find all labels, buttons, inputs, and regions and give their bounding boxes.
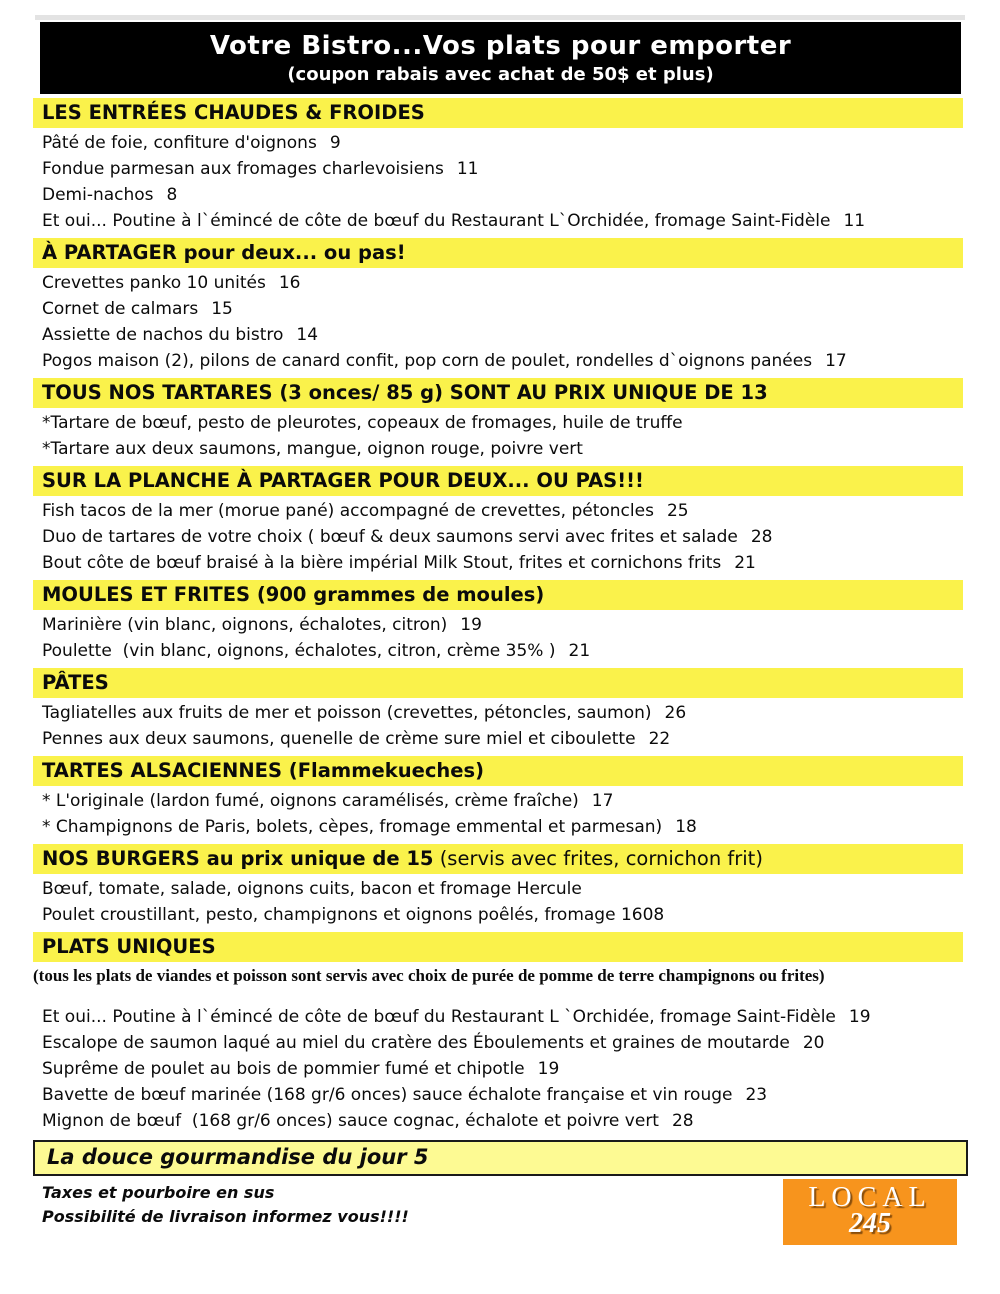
menu-item-text: Marinière (vin blanc, oignons, échalotes, citron) bbox=[42, 615, 448, 635]
menu-item-price: 16 bbox=[278, 273, 301, 293]
menu-section bbox=[0, 466, 1000, 576]
menu-item bbox=[33, 270, 963, 296]
menu-item bbox=[33, 550, 963, 576]
menu-item-price: 25 bbox=[666, 501, 689, 521]
menu-item bbox=[33, 700, 963, 726]
menu-item-price: 14 bbox=[296, 325, 319, 345]
local-245-logo bbox=[783, 1179, 957, 1245]
menu-item-price: 17 bbox=[825, 351, 847, 371]
menu-item-price: 11 bbox=[456, 159, 479, 179]
section-header-text: À PARTAGER pour deux... ou pas! bbox=[42, 241, 406, 264]
top-divider bbox=[35, 15, 965, 20]
menu-item bbox=[33, 322, 963, 348]
menu-item-text: Suprême de poulet au bois de pommier fumé et chipotle bbox=[42, 1059, 525, 1079]
section-header bbox=[33, 844, 963, 874]
menu-item-price: 28 bbox=[750, 527, 773, 547]
menu-item bbox=[33, 726, 963, 752]
menu-item bbox=[33, 612, 963, 638]
menu-item-text: Assiette de nachos du bistro bbox=[42, 325, 284, 345]
menu-item-price: 17 bbox=[591, 791, 614, 811]
section-header bbox=[33, 378, 963, 408]
menu-item-text: *Tartare de bœuf, pesto de pleurotes, copeaux de fromages, huile de truffe bbox=[42, 413, 683, 433]
menu-section bbox=[0, 580, 1000, 664]
section-header-text: MOULES ET FRITES (900 grammes de moules) bbox=[42, 583, 545, 606]
section-header-text: SUR LA PLANCHE À PARTAGER POUR DEUX... OU PAS!!! bbox=[42, 469, 644, 492]
section-items bbox=[33, 876, 963, 928]
section-header bbox=[33, 756, 963, 786]
logo-local-text: LOCAL bbox=[808, 1182, 932, 1213]
section-items bbox=[33, 612, 963, 664]
menu-item-price: 23 bbox=[745, 1085, 768, 1105]
menu-item-text: Crevettes panko 10 unités bbox=[42, 273, 266, 293]
menu-title-banner bbox=[40, 22, 961, 94]
menu-section bbox=[0, 98, 1000, 234]
section-header-text: TOUS NOS TARTARES (3 onces/ 85 g) SONT AU PRIX UNIQUE DE 13 bbox=[42, 381, 768, 404]
menu-title: Votre Bistro...Vos plats pour emporter bbox=[209, 31, 792, 61]
section-items bbox=[33, 130, 963, 234]
menu-item bbox=[33, 1082, 963, 1108]
menu-item-text: * L'originale (lardon fumé, oignons caramélisés, crème fraîche) bbox=[42, 791, 579, 811]
menu-item bbox=[33, 182, 963, 208]
menu-subtitle: (coupon rabais avec achat de 50$ et plus) bbox=[287, 64, 714, 85]
section-header-text: NOS BURGERS au prix unique de 15 bbox=[42, 847, 434, 870]
menu-item-price: 21 bbox=[568, 641, 591, 661]
menu-item-text: Pâté de foie, confiture d'oignons bbox=[42, 133, 317, 153]
menu-item bbox=[33, 348, 963, 374]
menu-item bbox=[33, 436, 963, 462]
menu-item bbox=[33, 902, 963, 928]
menu-item-price: 11 bbox=[843, 211, 866, 231]
section-header-text: TARTES ALSACIENNES (Flammekueches) bbox=[42, 759, 485, 782]
menu-item bbox=[33, 410, 963, 436]
menu-item-text: Tagliatelles aux fruits de mer et poisson (crevettes, pétoncles, saumon) bbox=[42, 703, 652, 723]
menu-item-text: Poulet croustillant, pesto, champignons et oignons poêlés, fromage 1608 bbox=[42, 905, 665, 925]
menu-item bbox=[33, 638, 963, 664]
menu-item bbox=[33, 156, 963, 182]
menu-item-text: Pogos maison (2), pilons de canard confit, pop corn de poulet, rondelles d`oignons panées bbox=[42, 351, 813, 371]
menu-item-text: Bout côte de bœuf braisé à la bière impérial Milk Stout, frites et cornichons frits bbox=[42, 553, 722, 573]
menu-section bbox=[0, 378, 1000, 462]
menu-item bbox=[33, 296, 963, 322]
menu-item-price: 21 bbox=[734, 553, 756, 573]
menu-item-text: Mignon de bœuf (168 gr/6 onces) sauce cognac, échalote et poivre vert bbox=[42, 1111, 659, 1131]
menu-item-price: 28 bbox=[671, 1111, 694, 1131]
section-header-text: PÂTES bbox=[42, 671, 109, 694]
menu-item-text: Et oui... Poutine à l`émincé de côte de bœuf du Restaurant L `Orchidée, fromage Saint-Fidèle bbox=[42, 1007, 836, 1027]
menu-item-price: 19 bbox=[537, 1059, 560, 1079]
footer bbox=[42, 1181, 957, 1245]
section-header bbox=[33, 668, 963, 698]
section-note: (tous les plats de viandes et poisson sont servis avec choix de purée de pomme de terre champignons ou frites) bbox=[33, 966, 825, 985]
section-items bbox=[33, 410, 963, 462]
menu-item-price: 18 bbox=[675, 817, 697, 837]
footer-note-delivery: Possibilité de livraison informez vous!!!! bbox=[42, 1207, 409, 1226]
logo-245-text: 245 bbox=[849, 1208, 891, 1239]
menu-item bbox=[33, 1030, 963, 1056]
section-header-text: LES ENTRÉES CHAUDES & FROIDES bbox=[42, 101, 425, 124]
menu-item-text: Bavette de bœuf marinée (168 gr/6 onces) sauce échalote française et vin rouge bbox=[42, 1085, 733, 1105]
section-items bbox=[33, 700, 963, 752]
section-header bbox=[33, 238, 963, 268]
menu-item-price: 9 bbox=[329, 133, 341, 153]
menu-item-price: 19 bbox=[460, 615, 482, 635]
menu-item-text: Poulette (vin blanc, oignons, échalotes, citron, crème 35% ) bbox=[42, 641, 556, 661]
menu-item-text: Cornet de calmars bbox=[42, 299, 199, 319]
section-header bbox=[33, 932, 963, 962]
menu-item bbox=[33, 788, 963, 814]
dessert-banner-label: La douce gourmandise du jour 5 bbox=[47, 1145, 429, 1169]
menu-item-text: Duo de tartares de votre choix ( bœuf & deux saumons servi avec frites et salade bbox=[42, 527, 738, 547]
section-header-text: PLATS UNIQUES bbox=[42, 935, 216, 958]
menu-item-text: Escalope de saumon laqué au miel du cratère des Éboulements et graines de moutarde bbox=[42, 1033, 790, 1053]
dessert-banner bbox=[33, 1140, 968, 1176]
menu-item bbox=[33, 208, 963, 234]
menu-section bbox=[0, 756, 1000, 840]
section-header bbox=[33, 580, 963, 610]
section-header bbox=[33, 466, 963, 496]
menu-item-text: *Tartare aux deux saumons, mangue, oignon rouge, poivre vert bbox=[42, 439, 583, 459]
menu-item-price: 15 bbox=[211, 299, 233, 319]
menu-item-price: 22 bbox=[648, 729, 671, 749]
menu-item bbox=[33, 498, 963, 524]
menu-item-text: * Champignons de Paris, bolets, cèpes, fromage emmental et parmesan) bbox=[42, 817, 663, 837]
menu-item-price: 8 bbox=[166, 185, 178, 205]
menu-item bbox=[33, 524, 963, 550]
menu-item bbox=[33, 1108, 963, 1134]
footer-note-taxes: Taxes et pourboire en sus bbox=[42, 1183, 275, 1202]
menu-sections bbox=[0, 98, 1000, 1134]
section-items bbox=[33, 498, 963, 576]
menu-item-price: 20 bbox=[802, 1033, 825, 1053]
menu-item-text: Bœuf, tomate, salade, oignons cuits, bacon et fromage Hercule bbox=[42, 879, 582, 899]
menu-section bbox=[0, 668, 1000, 752]
menu-item bbox=[33, 130, 963, 156]
menu-item-text: Et oui... Poutine à l`émincé de côte de bœuf du Restaurant L`Orchidée, fromage Saint-Fidèle bbox=[42, 211, 831, 231]
section-header-suffix: (servis avec frites, cornichon frit) bbox=[433, 847, 763, 870]
menu-section bbox=[0, 238, 1000, 374]
menu-item-text: Demi-nachos bbox=[42, 185, 154, 205]
menu-item-price: 19 bbox=[848, 1007, 871, 1027]
menu-item-text: Fish tacos de la mer (morue pané) accompagné de crevettes, pétoncles bbox=[42, 501, 654, 521]
menu-item bbox=[33, 1004, 963, 1030]
footer-notes bbox=[42, 1181, 409, 1229]
menu-item-price: 26 bbox=[664, 703, 687, 723]
section-items bbox=[33, 270, 963, 374]
menu-section bbox=[0, 844, 1000, 928]
menu-section bbox=[0, 932, 1000, 1134]
menu-item-text: Fondue parmesan aux fromages charlevoisiens bbox=[42, 159, 444, 179]
menu-item-text: Pennes aux deux saumons, quenelle de crème sure miel et ciboulette bbox=[42, 729, 636, 749]
section-items bbox=[33, 1004, 963, 1134]
menu-item bbox=[33, 876, 963, 902]
menu-item bbox=[33, 1056, 963, 1082]
section-items bbox=[33, 788, 963, 840]
menu-item bbox=[33, 814, 963, 840]
section-header bbox=[33, 98, 963, 128]
